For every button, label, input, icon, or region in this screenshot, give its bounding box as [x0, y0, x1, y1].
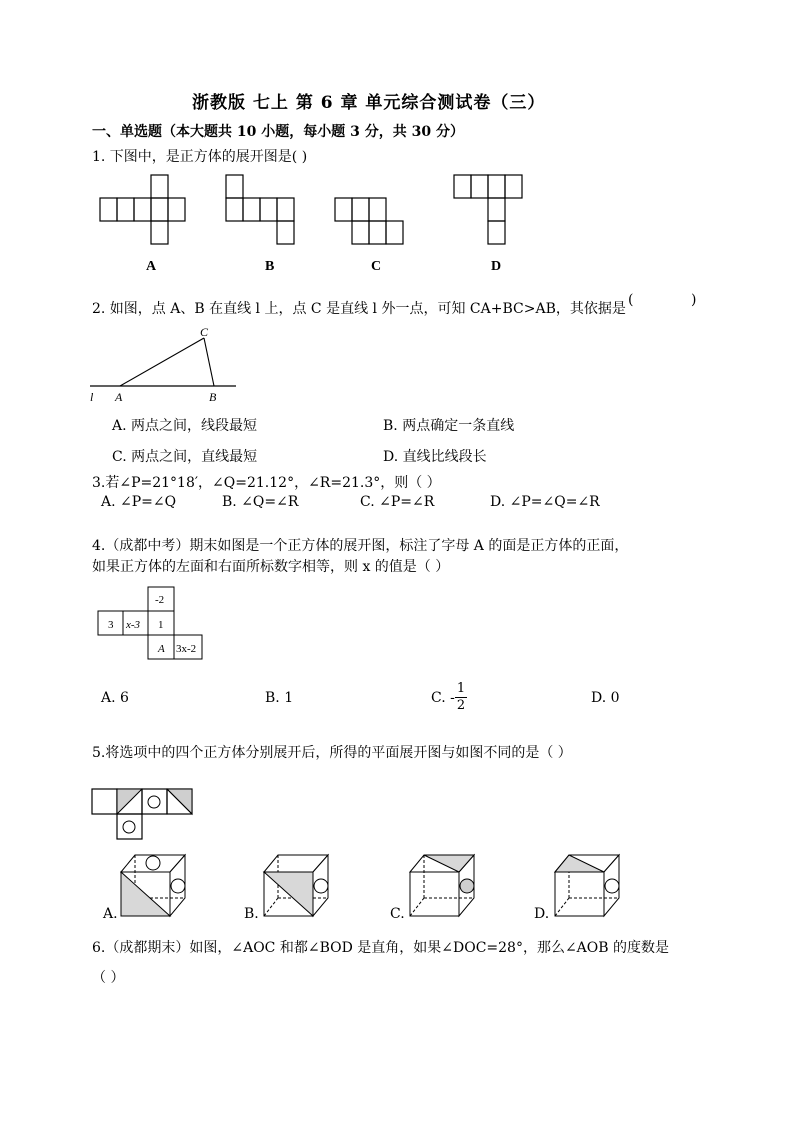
- question-4-stem-line-2: 如果正方体的左面和右面所标数字相等，则 x 的值是（ ）: [92, 559, 450, 575]
- net-face-bottom: A: [158, 643, 165, 655]
- question-2-stem: 2. 如图，点 A、B 在直线 l 上，点 C 是直线 l 外一点，可知 CA+BC>AB，其依据是: [92, 301, 626, 317]
- cube-label-c: C.: [390, 906, 405, 922]
- question-2-option-c: C. 两点之间，直线最短: [112, 449, 258, 465]
- question-4-option-c: [431, 681, 467, 714]
- section-heading: 一、单选题（本大题共 10 小题，每小题 3 分，共 30 分）: [92, 124, 464, 140]
- net-face-right: 3x-2: [176, 643, 197, 655]
- cube-label-b: B.: [244, 906, 259, 922]
- question-6-stem-line-2: （ ）: [92, 970, 125, 986]
- figure-label-c: C: [371, 259, 382, 274]
- question-3-option-b: B. ∠Q=∠R: [222, 494, 299, 510]
- question-3-option-a: A. ∠P=∠Q: [101, 494, 177, 510]
- question-1-figures: [90, 170, 540, 280]
- question-2-option-b: B. 两点确定一条直线: [383, 418, 515, 434]
- figure-label-d: D: [491, 259, 502, 274]
- figure-label-b: B: [265, 259, 275, 274]
- point-label-c: C: [200, 325, 209, 339]
- net-figure-a: [100, 175, 185, 244]
- question-6-stem-line-1: 6.（成都期末）如图，∠AOC 和都∠BOD 是直角，如果∠DOC=28°，那么∠AOB 的度数是: [92, 940, 670, 956]
- page-title: 浙教版 七上 第 6 章 单元综合测试卷（三）: [192, 93, 546, 113]
- question-2-option-d: D. 直线比线段长: [383, 449, 487, 465]
- net-face-center: 1: [158, 619, 164, 631]
- question-2-option-a: A. 两点之间，线段最短: [112, 418, 258, 434]
- point-label-a: A: [115, 390, 123, 404]
- question-4-stem-line-1: 4.（成都中考）期末如图是一个正方体的展开图，标注了字母 A 的面是正方体的正面，: [92, 538, 629, 554]
- question-4-option-d: D. 0: [591, 690, 620, 706]
- question-3-option-c: C. ∠P=∠R: [360, 494, 435, 510]
- fraction-numerator: 1: [456, 681, 466, 696]
- fraction-denominator: 2: [456, 698, 466, 713]
- net-figure-b: [226, 175, 294, 244]
- net-face-mid: x-3: [126, 619, 141, 631]
- question-2-paren-open: (: [628, 292, 634, 308]
- question-3-stem: 3.若∠P=21°18′，∠Q=21.12°，∠R=21.3°，则（ ）: [92, 475, 441, 491]
- question-3-option-d: D. ∠P=∠Q=∠R: [490, 494, 600, 510]
- question-1-stem: 1. 下图中，是正方体的展开图是( ): [92, 149, 308, 165]
- question-5-stem: 5.将选项中的四个正方体分别展开后，所得的平面展开图与如图不同的是（ ）: [92, 745, 572, 761]
- net-face-top: -2: [155, 594, 165, 606]
- fraction: [455, 681, 467, 714]
- cube-option-c: [404, 850, 484, 920]
- question-5-net-figure: [88, 784, 198, 842]
- question-2-paren-close: ): [691, 292, 697, 308]
- cube-option-d: [549, 850, 629, 920]
- cube-option-b: [258, 850, 338, 920]
- line-label-l: l: [90, 390, 94, 404]
- question-4-option-a: A. 6: [101, 690, 129, 706]
- option-c-prefix: C. -: [431, 689, 455, 706]
- net-face-left: 3: [108, 619, 114, 631]
- question-2-figure: [86, 322, 246, 404]
- point-label-b: B: [209, 390, 217, 404]
- figure-label-a: A: [146, 259, 157, 274]
- cube-label-d: D.: [534, 906, 550, 922]
- cube-option-a: [115, 850, 195, 920]
- question-4-option-b: B. 1: [265, 690, 294, 706]
- question-4-net-figure: [95, 585, 210, 665]
- net-figure-d: [454, 175, 522, 244]
- net-figure-c: [335, 198, 403, 244]
- cube-label-a: A.: [103, 906, 118, 922]
